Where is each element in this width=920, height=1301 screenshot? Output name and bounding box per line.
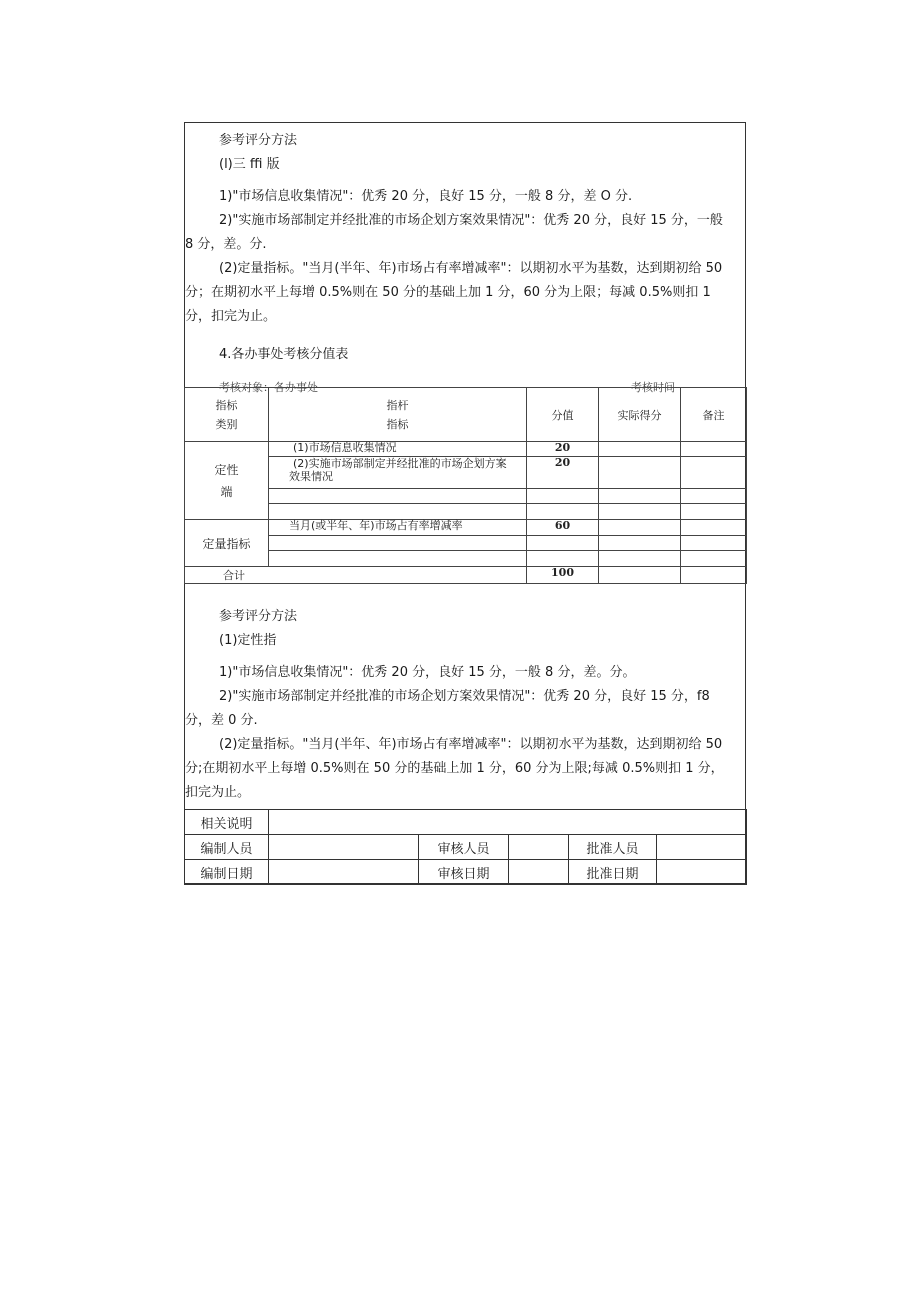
- signature-table: [184, 809, 747, 885]
- review-date-value[interactable]: [509, 860, 569, 885]
- category-quantitative: 定量指标: [185, 520, 269, 567]
- section2-title: 参考评分方法: [219, 609, 298, 624]
- approve-date-value[interactable]: [657, 860, 747, 885]
- section2-item3a: (2)定量指标。"当月(半年、年)市场占有率增减率"：以期初水平为基数，达到期初给 50: [219, 737, 723, 752]
- table-row: [185, 551, 747, 567]
- note-cell[interactable]: [681, 457, 747, 489]
- header-category: 指标 类别: [185, 388, 269, 442]
- table-total-row: [185, 567, 747, 584]
- section2-method: [185, 605, 747, 805]
- total-label: 合计: [185, 567, 527, 584]
- actual-cell[interactable]: [599, 520, 681, 536]
- section1-item2a: 2)"实施市场部制定并经批准的市场企划方案效果情况"：优秀 20 分，良好 15 分，一般: [219, 213, 723, 228]
- section1-title: 参考评分方法: [219, 133, 298, 148]
- table-row: [185, 536, 747, 551]
- note-cell[interactable]: [681, 520, 747, 536]
- header-actual: 实际得分: [599, 388, 681, 442]
- review-date-label: 审核日期: [419, 860, 509, 885]
- indicator-plan-effect: (2)实施市场部制定并经批准的市场企划方案 效果情况: [269, 457, 527, 489]
- section1-item3b: 分；在期初水平上每增 0.5%则在 50 分的基础上加 1 分，60 分为上限；每减 0.5%则扣 1: [185, 285, 711, 300]
- section1-method: [185, 129, 747, 329]
- date-row: [185, 860, 747, 885]
- approver-label: 批准人员: [569, 835, 657, 860]
- header-score: 分值: [527, 388, 599, 442]
- section1-sub1: (l)三 ffi 版: [219, 157, 280, 172]
- header-indicator: 指杆 指标: [269, 388, 527, 442]
- approve-date-label: 批准日期: [569, 860, 657, 885]
- reviewer-value[interactable]: [509, 835, 569, 860]
- section2-sub1: (1)定性指: [219, 633, 277, 648]
- actual-cell[interactable]: [599, 504, 681, 520]
- table-row: [185, 504, 747, 520]
- score-table: [184, 387, 747, 584]
- section2-item2b: 分，差 0 分.: [185, 713, 258, 728]
- personnel-row: [185, 835, 747, 860]
- score-plan-effect: 20: [527, 457, 599, 489]
- indicator-market-info: (1)市场信息收集情况: [269, 442, 527, 457]
- table-row: [185, 520, 747, 536]
- score-market-share: 60: [527, 520, 599, 536]
- reviewer-label: 审核人员: [419, 835, 509, 860]
- table-row: [185, 442, 747, 457]
- edit-date-value[interactable]: [269, 860, 419, 885]
- related-row: [185, 810, 747, 835]
- related-label: 相关说明: [185, 810, 269, 835]
- note-cell[interactable]: [681, 551, 747, 567]
- section1-item1: 1)"市场信息收集情况"：优秀 20 分，良好 15 分，一般 8 分，差 O 分.: [219, 189, 633, 204]
- table-row: [185, 489, 747, 504]
- section1-item2b: 8 分，差。分.: [185, 237, 267, 252]
- table-row: [185, 457, 747, 489]
- actual-cell[interactable]: [599, 457, 681, 489]
- section1-item3c: 分，扣完为止。: [185, 309, 277, 324]
- score-market-info: 20: [527, 442, 599, 457]
- total-score: 100: [527, 567, 599, 584]
- section2-item1: 1)"市场信息收集情况"：优秀 20 分，良好 15 分，一般 8 分，差。分。: [219, 665, 636, 680]
- actual-cell[interactable]: [599, 442, 681, 457]
- edit-date-label: 编制日期: [185, 860, 269, 885]
- approver-value[interactable]: [657, 835, 747, 860]
- section2-item3b: 分;在期初水平上每增 0.5%则在 50 分的基础上加 1 分，60 分为上限;每减 0.5%则扣 1 分，: [185, 761, 724, 776]
- category-qualitative: 定性 端: [185, 442, 269, 520]
- cut-line-left: 考核对象：各办事处: [219, 381, 318, 394]
- note-cell[interactable]: [681, 489, 747, 504]
- section2-item3c: 扣完为止。: [185, 785, 251, 800]
- cut-line-right: 考核时间: [631, 381, 675, 394]
- note-cell[interactable]: [681, 536, 747, 551]
- document-frame: [184, 122, 746, 884]
- note-cell[interactable]: [681, 504, 747, 520]
- section1-item3a: (2)定量指标。"当月(半年、年)市场占有率增减率"：以期初水平为基数，达到期初给 50: [219, 261, 723, 276]
- editor-value[interactable]: [269, 835, 419, 860]
- actual-cell[interactable]: [599, 551, 681, 567]
- table-header-row: [185, 388, 747, 442]
- indicator-market-share: 当月(或半年、年)市场占有率增减率: [269, 520, 527, 536]
- section2-item2a: 2)"实施市场部制定并经批准的市场企划方案效果情况"：优秀 20 分，良好 15 分，f8: [219, 689, 710, 704]
- actual-cell[interactable]: [599, 489, 681, 504]
- editor-label: 编制人员: [185, 835, 269, 860]
- actual-cell[interactable]: [599, 536, 681, 551]
- note-cell[interactable]: [681, 442, 747, 457]
- table-title: 4.各办事处考核分值表: [219, 347, 349, 362]
- header-note: 备注: [681, 388, 747, 442]
- related-value[interactable]: [269, 810, 747, 835]
